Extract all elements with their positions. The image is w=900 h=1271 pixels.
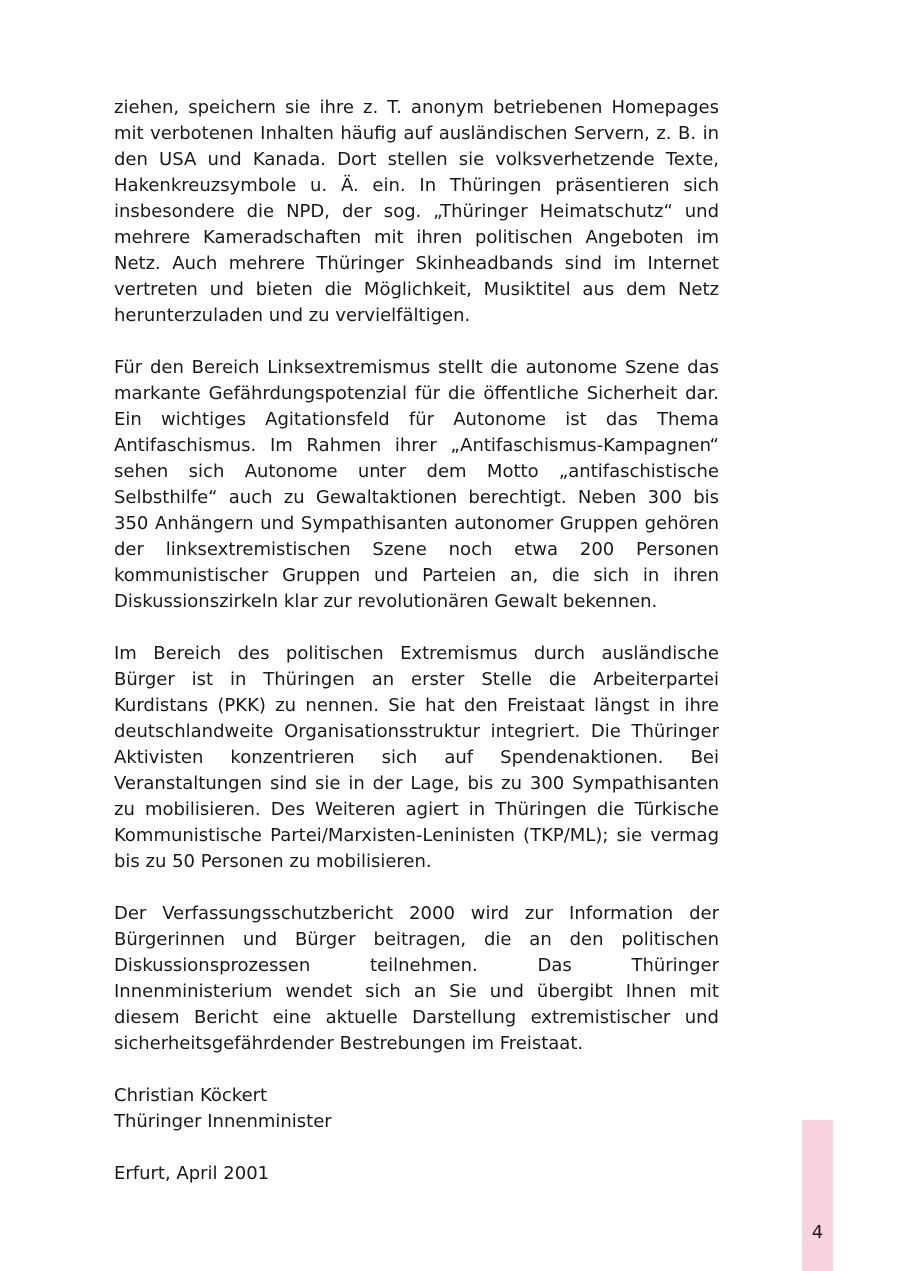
signature-name: Christian Köckert: [114, 1085, 268, 1106]
paragraph-spacer: [114, 615, 719, 641]
paragraph-left-extremism: Für den Bereich Linksextremismus stellt die autonome Szene das markante Gefährdungspotenzial für die öffentliche Sicherheit dar. Ein wichtiges Agitationsfeld für Autonome ist das Thema Antifaschismus. Im Rahmen ihrer „Antifaschismus-Kampagnen“ sehen sich Autonome unter dem Motto „antifaschistische Selbsthilfe“ auch zu Gewaltaktionen berechtigt. Neben 300 bis 350 Anhängern und Sympathisanten autonomer Gruppen gehören der linksextremistischen Szene noch etwa 200 Personen kommunistischer Gruppen und Parteien an, die sich in ihren Diskussionszirkeln klar zur revolutionären Gewalt bekennen.: [114, 357, 719, 612]
place-date: Erfurt, April 2001: [114, 1163, 270, 1184]
signature-block: [114, 1083, 719, 1135]
signature-title: Thüringer Innenminister: [114, 1111, 332, 1132]
paragraph-spacer: [114, 1135, 719, 1161]
paragraph-spacer: [114, 1057, 719, 1083]
paragraph-foreign-extremism: Im Bereich des politischen Extremismus durch ausländische Bürger ist in Thüringen an erster Stelle die Arbeiterpartei Kurdistans (PKK) zu nennen. Sie hat den Freistaat längst in ihre deutschlandweite Organisationsstruktur integriert. Die Thüringer Aktivisten konzentrieren sich auf Spendenaktionen. Bei Veranstaltungen sind sie in der Lage, bis zu 300 Sympathisanten zu mobilisieren. Des Weiteren agiert in Thüringen die Türkische Kommunistische Partei/Marxisten-Leninisten (TKP/ML); sie vermag bis zu 50 Personen zu mobilisieren.: [114, 643, 719, 872]
paragraph-report-purpose: Der Verfassungsschutzbericht 2000 wird zur Information der Bürgerinnen und Bürger beitragen, die an den politischen Diskussionsprozessen teilnehmen. Das Thüringer Innenministerium wendet sich an Sie und übergibt Ihnen mit diesem Bericht eine aktuelle Darstellung extremistischer und sicherheitsgefährdender Bestrebungen im Freistaat.: [114, 903, 719, 1054]
paragraph-spacer: [114, 875, 719, 901]
page-tab-marker: [802, 1120, 833, 1271]
paragraph-spacer: [114, 329, 719, 355]
document-body: [114, 95, 719, 1187]
page-number: 4: [811, 1222, 824, 1243]
paragraph-internet: ziehen, speichern sie ihre z. T. anonym betriebenen Homepages mit verbotenen Inhalten häufig auf ausländischen Servern, z. B. in den USA und Kanada. Dort stellen sie volksverhetzende Texte, Hakenkreuzsymbole u. Ä. ein. In Thüringen präsentieren sich insbesondere die NPD, der sog. „Thüringer Heimatschutz“ und mehrere Kameradschaften mit ihren politischen Angeboten im Netz. Auch mehrere Thüringer Skinheadbands sind im Internet vertreten und bieten die Möglichkeit, Musiktitel aus dem Netz herunterzuladen und zu vervielfältigen.: [114, 97, 719, 326]
